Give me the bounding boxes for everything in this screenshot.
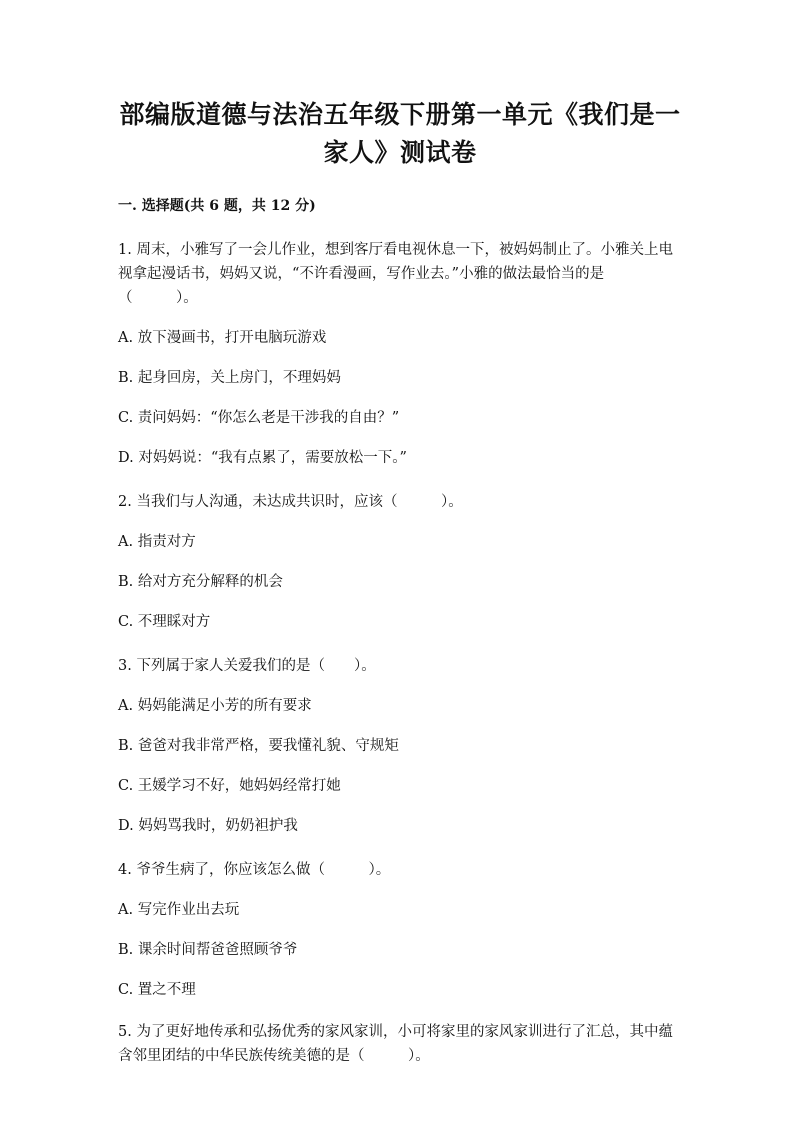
question-3 <box>118 654 682 838</box>
question-5 <box>118 1020 682 1068</box>
document-title <box>118 0 682 172</box>
question-2-options <box>118 530 682 634</box>
question-2-option-a: A. 指责对方 <box>118 534 196 550</box>
question-2-option-b: B. 给对方充分解释的机会 <box>118 574 283 590</box>
question-1-option-c: C. 责问妈妈：“你怎么老是干涉我的自由？” <box>118 410 400 426</box>
question-1 <box>118 238 682 470</box>
question-4-option-b: B. 课余时间帮爸爸照顾爷爷 <box>118 942 298 958</box>
question-3-option-b: B. 爸爸对我非常严格，要我懂礼貌、守规矩 <box>118 738 399 754</box>
question-1-option-b: B. 起身回房，关上房门，不理妈妈 <box>118 370 341 386</box>
question-4-option-a: A. 写完作业出去玩 <box>118 902 240 918</box>
question-4-option-c: C. 置之不理 <box>118 982 196 998</box>
document-title-line-1: 部编版道德与法治五年级下册第一单元《我们是一 <box>119 100 681 129</box>
question-2 <box>118 490 682 634</box>
question-4-options <box>118 898 682 1002</box>
question-5-stem: 5. 为了更好地传承和弘扬优秀的家风家训，小可将家里的家风家训进行了汇总，其中蕴含邻里团结的中华民族传统美德的是（ ）。 <box>118 1024 673 1064</box>
section-heading: 一. 选择题(共 6 题，共 12 分) <box>118 198 316 214</box>
question-1-options <box>118 326 682 470</box>
question-2-option-c: C. 不理睬对方 <box>118 614 211 630</box>
question-3-option-c: C. 王媛学习不好，她妈妈经常打她 <box>118 778 341 794</box>
question-3-option-d: D. 妈妈骂我时，奶奶袒护我 <box>118 818 298 834</box>
question-3-options <box>118 694 682 838</box>
question-4-stem: 4. 爷爷生病了，你应该怎么做（ ）。 <box>118 862 391 878</box>
question-3-stem: 3. 下列属于家人关爱我们的是（ ）。 <box>118 658 376 674</box>
question-3-option-a: A. 妈妈能满足小芳的所有要求 <box>118 698 312 714</box>
question-4 <box>118 858 682 1002</box>
document-title-line-2: 家人》测试卷 <box>323 138 477 167</box>
question-2-stem: 2. 当我们与人沟通，未达成共识时，应该（ ）。 <box>118 494 463 510</box>
question-1-stem: 1. 周末，小雅写了一会儿作业，想到客厅看电视休息一下，被妈妈制止了。小雅关上电视拿起漫话书，妈妈又说，“不许看漫画，写作业去。”小雅的做法最恰当的是（ ）。 <box>118 242 673 306</box>
question-1-option-a: A. 放下漫画书，打开电脑玩游戏 <box>118 330 327 346</box>
question-1-option-d: D. 对妈妈说：“我有点累了，需要放松一下。” <box>118 450 407 466</box>
